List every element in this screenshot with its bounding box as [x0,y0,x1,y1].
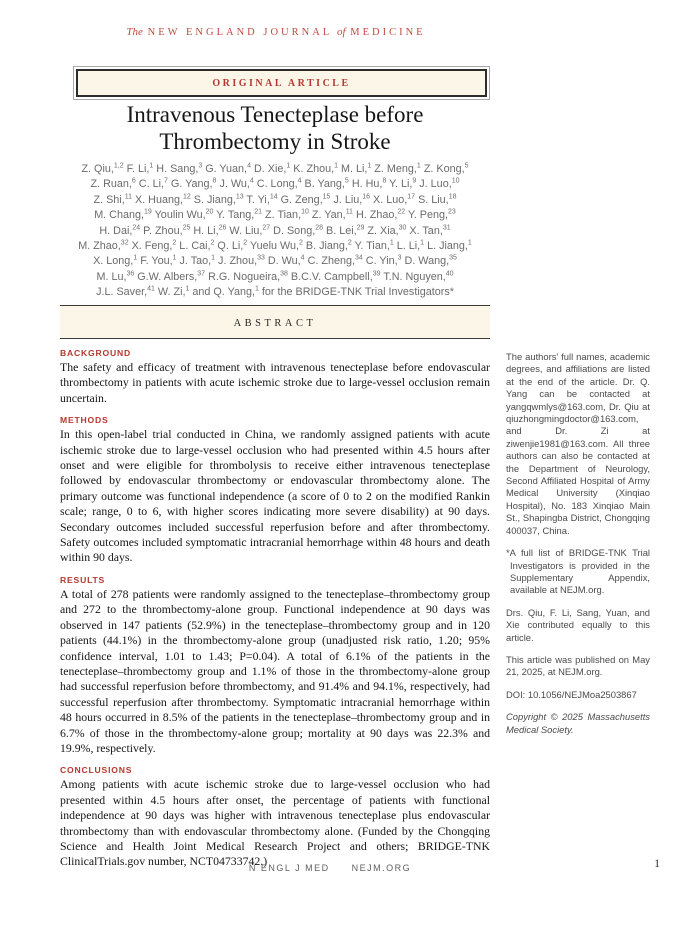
copyright-notice: Copyright © 2025 Massachusetts Medical Society. [506,711,650,735]
author-line: M. Lu,$^{36}$ G.W. Albers,$^{37}$ R.G. Nogueira,$^{38}$ B.C.V. Campbell,$^{39}$ T.N. Nguyen,$^{40}$ [96,270,454,283]
sidebar-paragraph: DOI: 10.1056/NEJMoa2503867 [506,688,637,700]
sidebar-paragraph: *A full list of BRIDGE-TNK Trial Investigators is provided in the Supplementary Appendix, available at NEJM.org. [506,547,650,596]
footer-journal: N ENGL J MED [248,863,330,873]
author-line: Z. Ruan,$^6$ C. Li,$^7$ G. Yang,$^8$ J. Wu,$^4$ C. Long,$^4$ B. Yang,$^5$ H. Hu,$^8$ Y. Li,$^9$ J. Luo,$^{10}$ [90,177,460,191]
abstract-band [60,305,490,339]
abstract-section-text: In this open-label trial conducted in China, we randomly assigned patients with acute ischemic stroke due to large-vessel occlusion who had presented within 4.5 hours after onset and were eligible for thrombolysis to receive either intravenous tenecteplase followed by endovascular thrombectomy or endovascular thrombectomy alone. The primary outcome was functional independence (a score of 0 to 2 on the modified Rankin scale; range, 0 to 6, with higher scores indicating more severe disability) at 90 days. Secondary outcomes included successful reperfusion before and after thrombectomy. Safety outcomes included symptomatic intracranial hemorrhage within 48 hours and death within 90 days. [60,427,490,565]
abstract-section-heading: RESULTS [60,574,106,585]
journal-masthead [60,26,490,38]
masthead-the: The [126,26,143,38]
sidebar-paragraph: Drs. Qiu, F. Li, Sang, Yuan, and Xie contributed equally to this article. [506,606,650,643]
article-info-sidebar [506,305,650,736]
author-line: Z. Shi,$^{11}$ X. Huang,$^{12}$ S. Jiang,$^{13}$ T. Yi,$^{14}$ G. Zeng,$^{15}$ J. Liu,$^{16}$ X. Luo,$^{17}$ S. Liu,$^{18}$ [93,193,457,206]
masthead-part1: NEW ENGLAND JOURNAL [147,27,333,38]
article-title [60,101,490,155]
author-line: H. Dai,$^{24}$ P. Zhou,$^{25}$ H. Li,$^{26}$ W. Liu,$^{27}$ D. Song,$^{28}$ B. Lei,$^{29}$ Z. Xia,$^{30}$ X. Tan,$^{31}$ [99,224,451,237]
author-line: J.L. Saver,$^{41}$ W. Zi,$^1$ and Q. Yang,$^1$ for the BRIDGE-TNK Trial Investigators* [96,285,454,299]
abstract-section [60,348,490,406]
author-line: M. Chang,$^{19}$ Youlin Wu,$^{20}$ Y. Tang,$^{21}$ Z. Tian,$^{10}$ Z. Yan,$^{11}$ H. Zhao,$^{22}$ Y. Peng,$^{23}$ [94,208,456,222]
abstract-section-heading: METHODS [60,415,109,426]
abstract-section-text: Among patients with acute ischemic stroke due to large-vessel occlusion who had presented within 4.5 hours after onset, the percentage of patients with functional independence at 90 days was higher with intravenous tenecteplase plus endovascular thrombectomy than with endovascular thrombectomy alone. (Funded by the Chongqing Science and Health Joint Medical Research Project and others; BRIDGE-TNK ClinicalTrials.gov number, NCT04733742.) [60,777,490,869]
abstract-label: ABSTRACT [233,318,317,329]
article-type-label: ORIGINAL ARTICLE [212,77,351,89]
article-title-line1: Intravenous Tenecteplase before [126,102,424,127]
abstract-column [60,305,490,870]
abstract-section [60,415,490,566]
abstract-section-heading: BACKGROUND [60,348,132,358]
abstract-section-text: The safety and efficacy of treatment with intravenous tenecteplase before endovascular thrombectomy in patients with acute ischemic stroke due to large-vessel occlusion remain uncertain. [60,360,490,405]
article-type-box [76,69,487,97]
author-line: X. Long,$^1$ F. You,$^1$ J. Tao,$^1$ J. Zhou,$^{33}$ D. Wu,$^4$ C. Zheng,$^{34}$ C. Yin,$^3$ D. Wang,$^{35}$ [93,254,457,268]
content-columns [60,305,650,870]
abstract-section-heading: CONCLUSIONS [60,765,133,776]
sidebar-paragraph: The authors' full names, academic degrees, and affiliations are listed at the end of the article. Dr. Q. Yang can be contacted at yangqwmlys@163.com, Dr. Qiu at qiuzhongmingdoctor@163.com, and Dr. Zi at ziwenjie1981@163.com. All three authors can also be contacted at the Department of Neurology, Second Affiliated Hospital of Army Medical University (Xinqiao Hospital), No. 183 Xinqiao Main St., Shapingba District, Chongqing 400037, China. [506,351,650,536]
article-title-line2: Thrombectomy in Stroke [159,129,391,154]
author-list [50,162,500,301]
masthead-part2: MEDICINE [350,27,426,38]
abstract-section [60,575,490,756]
footer-site: NEJM.ORG [351,863,412,873]
running-footer [60,863,600,873]
masthead-of: of [336,26,346,38]
abstract-section-text: A total of 278 patients were randomly assigned to the tenecteplase–thrombectomy group and 272 to the thrombectomy-alone group. Functional independence at 90 days was observed in 147 patients (52.9%) in the tenecteplase–thrombectomy group and in 120 patients (44.1%) in the thrombectomy-alone group (unadjusted risk ratio, 1.20; 95% confidence interval, 1.01 to 1.43; P=0.04). A total of 6.1% of the patients in the tenecteplase–thrombectomy group and 1.1% of those in the thrombectomy-alone group had successful reperfusion before thrombectomy, and 91.4% and 94.1%, respectively, had successful reperfusion after thrombectomy. Symptomatic intracranial hemorrhage within 48 hours occurred in 8.5% of the patients in the tenecteplase–thrombectomy group and in 6.7% of those in the thrombectomy-alone group; mortality at 90 days was 22.3% and 19.9%, respectively. [60,586,490,755]
page-number: 1 [654,858,660,870]
author-line: M. Zhao,$^{32}$ X. Feng,$^2$ L. Cai,$^2$ Q. Li,$^2$ Yuelu Wu,$^2$ B. Jiang,$^2$ Y. Tian,$^1$ L. Li,$^1$ L. Jiang,$^1$ [78,239,472,253]
abstract-sections [60,348,490,870]
author-line: Z. Qiu,$^{1,2}$ F. Li,$^1$ H. Sang,$^3$ G. Yuan,$^4$ D. Xie,$^1$ K. Zhou,$^1$ M. Li,$^1$ Z. Meng,$^1$ Z. Kong,$^5$ [81,162,469,175]
sidebar-paragraph: This article was published on May 21, 2025, at NEJM.org. [506,653,650,678]
abstract-section [60,765,490,869]
